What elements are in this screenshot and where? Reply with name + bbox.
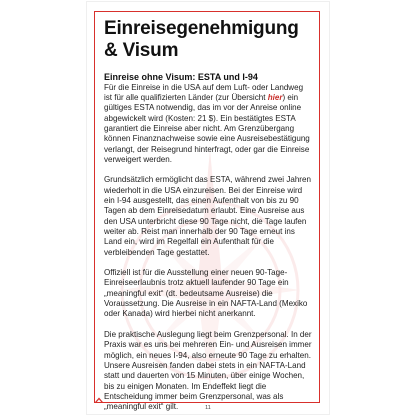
paragraph-meaningful-exit: Offiziell ist für die Ausstellung einer neuen 90-Tage-Einreiseerlaubnis trotz aktuell laufender 90 Tage ein „meaningful exit“ (dt. bedeutsame Ausreise) die Voraussetzung. Die Ausreise in ein NAFTA-Land (Mexiko oder Kanada) wird hierbei nicht anerkannt. bbox=[104, 268, 308, 319]
page-content bbox=[104, 18, 313, 413]
overview-link[interactable]: hier bbox=[267, 92, 283, 102]
section-subheading: Einreise ohne Visum: ESTA und I-94 bbox=[104, 72, 258, 82]
paragraph-esta-text-start: Für die Einreise in die USA auf dem Luft- oder Landweg ist für alle qualifizierten Länder (zur Übersicht bbox=[104, 82, 304, 102]
page-number: 11 bbox=[205, 405, 211, 411]
paragraph-esta bbox=[104, 83, 313, 166]
page-title: Einreisegenehmigung & Visum bbox=[104, 18, 299, 61]
chevron-up-icon[interactable] bbox=[94, 396, 104, 404]
paragraph-esta-text-end: ) ein gültiges ESTA notwendig, das im vor der Anreise online abgewickelt wird (Kosten: 21 $). Ein bestätigtes ESTA garantiert die Einreise aber nicht. Am Grenzübergang können Finanznachweise sowie eine Ausreisebestätigung verlangt, der Reisegrund hinterfragt, oder gar die Einreise verweigert werden. bbox=[104, 92, 310, 164]
paragraph-i94: Grundsätzlich ermöglicht das ESTA, während zwei Jahren wiederholt in die USA einzureisen. Bei der Einreise wird ein I-94 ausgestellt, das einen Aufenthalt von bis zu 90 Tagen ab dem Einreisedatum erlaubt. Eine Ausreise aus den USA unterbricht diese 90 Tage nicht, die Tage laufen weiter ab. Reist man innerhalb der 90 Tage erneut ins Land ein, wird im Regelfall ein Aufenthalt für die verbleibenden Tage gestattet. bbox=[104, 175, 311, 257]
paragraph-practice: Die praktische Auslegung liegt beim Grenzpersonal. In der Praxis war es uns bei mehreren Ein- und Ausreisen immer möglich, ein neues I-94, also erneute 90 Tage zu erhalten. Unsere Ausreisen fanden dabei stets in ein NAFTA-Land statt und dauerten von 15 Minuten, über einige Wochen, bis zu einigen Monaten. Im Endeffekt liegt die Entscheidung immer beim Grenzpersonal, was als „meaningful exit“ gilt. bbox=[104, 329, 312, 412]
book-page bbox=[87, 2, 329, 414]
